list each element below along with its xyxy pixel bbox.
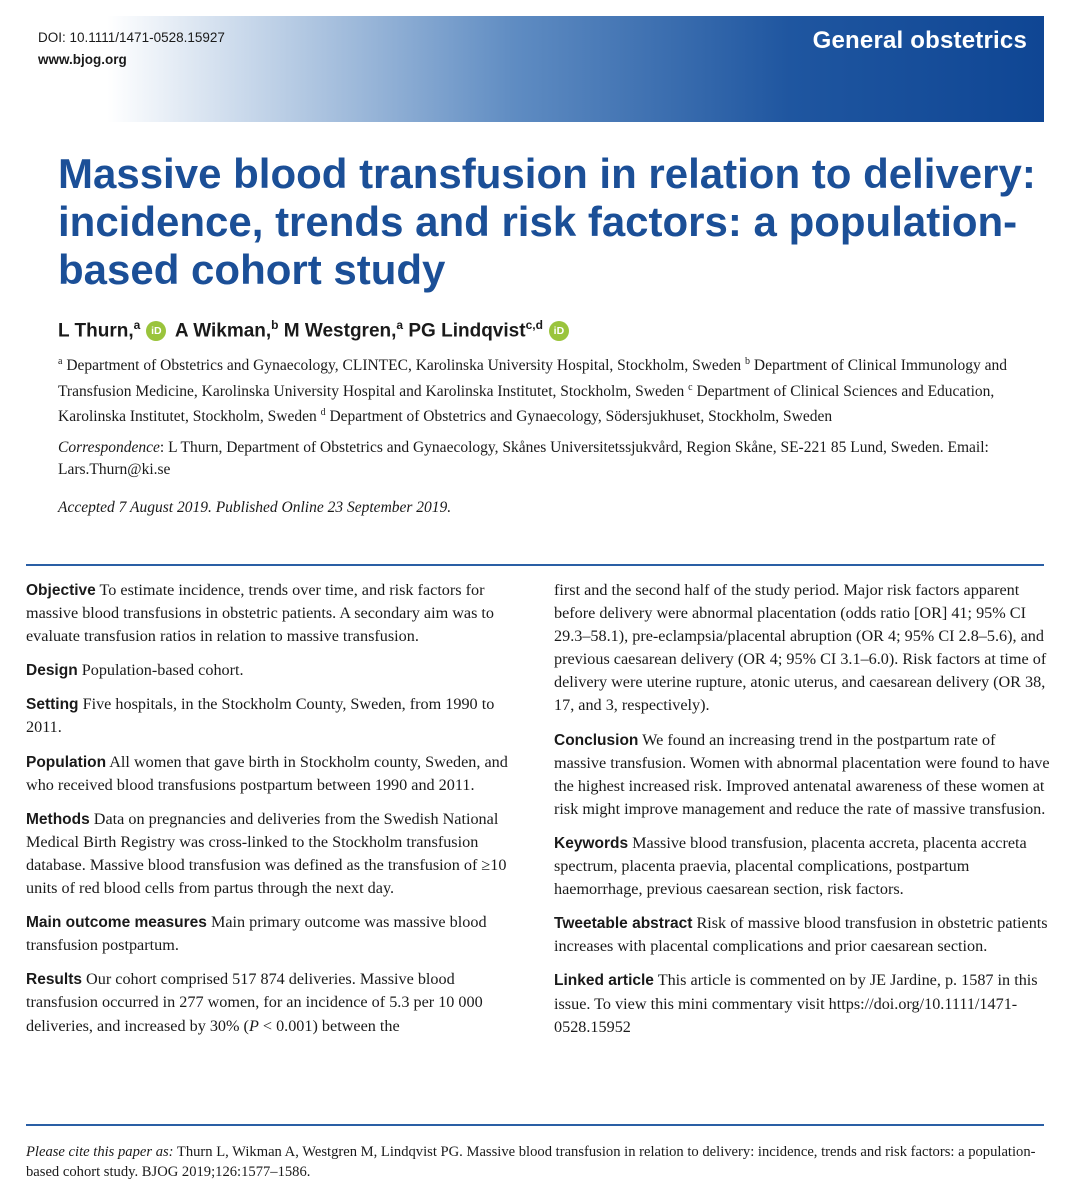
divider [26,1124,1044,1126]
doi[interactable]: DOI: 10.1111/1471-0528.15927 [38,30,225,45]
affiliation: Department of Clinical Sciences and Education, Karolinska Institutet, Stockholm, Sweden [58,382,995,426]
affiliation: Department of Obstetrics and Gynaecology, CLINTEC, Karolinska University Hospital, Stockholm, Sweden [66,357,742,375]
design-heading: Design [26,662,78,680]
abstract-right-column [554,579,1050,1050]
citation-label: Please cite this paper as: [26,1144,174,1160]
design-text: Population-based cohort. [77,661,244,680]
abstract-methods [26,808,508,900]
citation [26,1142,1044,1182]
author-name: PG Lindqvist [408,320,526,342]
affiliation-mark: c [688,381,693,393]
keywords-heading: Keywords [554,834,629,852]
p-value-symbol: P [248,1016,259,1035]
abstract-results-continued [554,579,1050,718]
abstract-tweetable [554,912,1050,958]
results-text: Our cohort comprised 517 874 deliveries. Massive blood transfusion occurred in 277 women, for an incidence of 5.3 per 10 000 deliveries, and increased by 30% ( [26,970,483,1035]
affiliations [58,351,1033,428]
orcid-icon[interactable]: iD [146,321,166,341]
abstract-left-column [26,579,508,1049]
main-outcome-heading: Main outcome measures [26,914,207,932]
results-heading: Results [26,971,82,989]
affiliation: Department of Obstetrics and Gynaecology, Södersjukhuset, Stockholm, Sweden [329,408,833,426]
abstract-population [26,751,508,797]
setting-text: Five hospitals, in the Stockholm County, Sweden, from 1990 to 2011. [26,695,495,737]
divider [26,564,1044,566]
methods-text: Data on pregnancies and deliveries from the Swedish National Medical Birth Registry was cross-linked to the Stockholm transfusion database. Massive blood transfusion was defined as the transfusion of ≥10 units of red blood cells from partus through the next day. [26,809,507,898]
linked-article-text[interactable]: This article is commented on by JE Jardine, p. 1587 in this issue. To view this mini commentary visit https://doi.org/10.1111/1471-0528.15952 [554,971,1038,1036]
setting-heading: Setting [26,696,79,714]
linked-article-heading: Linked article [554,972,654,990]
abstract-setting [26,693,508,739]
author-affiliation-mark: a [396,318,404,332]
methods-heading: Methods [26,810,90,828]
author-affiliation-mark: c,d [525,318,543,332]
affiliation-mark: b [745,356,751,367]
abstract-keywords [554,832,1050,901]
correspondence-label: Correspondence [58,439,160,456]
objective-heading: Objective [26,582,96,599]
abstract-main-outcome [26,911,508,957]
conclusion-text: We found an increasing trend in the postpartum rate of massive transfusion. Women with abnormal placentation were found to have the highest increased risk. Improved antenatal awareness of these women at risk might improve management and reduce the rate of massive transfusion. [554,730,1050,818]
section-label: General obstetrics [812,27,1027,54]
correspondence [58,437,1033,480]
affiliation-mark: d [320,407,326,419]
abstract-linked-article [554,969,1050,1038]
tweetable-heading: Tweetable abstract [554,915,693,933]
objective-text: To estimate incidence, trends over time, and risk factors for massive blood transfusions in obstetric patients. A secondary aim was to evaluate transfusion ratios in relation to massive transfusion. [26,581,495,646]
correspondence-text: : L Thurn, Department of Obstetrics and Gynaecology, Skånes Universitetssjukvård, Region Skåne, SE-221 85 Lund, Sweden. Email: Lars.Thurn@ki.se [58,439,989,478]
author-affiliation-mark: a [133,318,141,332]
orcid-icon[interactable]: iD [549,321,569,341]
abstract-results [26,968,508,1037]
abstract-design [26,659,508,682]
abstract-objective [26,579,508,648]
author-list [58,318,573,342]
results-text-cont: < 0.001) between the [258,1016,400,1035]
results-text-continued: first and the second half of the study period. Major risk factors apparent before delivery were abnormal placentation (odds ratio [OR] 41; 95% CI 29.3–58.1), pre-eclampsia/placental abruption (OR 4; 95% CI 2.8–5.6), and previous caesarean delivery (OR 4; 95% CI 3.1–6.0). Risk factors at time of delivery were uterine rupture, atonic uterus, and caesarean delivery (OR 38, 17, and 3, respectively). [554,581,1047,715]
author-name: L Thurn, [58,320,134,342]
affiliation-mark: a [58,356,63,367]
accepted-published-dates: Accepted 7 August 2019. Published Online 23 September 2019. [58,499,452,516]
author-name: M Westgren, [283,320,397,342]
author-name: A Wikman, [174,320,272,342]
journal-site-link[interactable]: www.bjog.org [38,52,127,67]
abstract-conclusion [554,729,1050,821]
citation-text: Thurn L, Wikman A, Westgren M, Lindqvist PG. Massive blood transfusion in relation to delivery: incidence, trends and risk factors: a population-based cohort study. BJOG 2019;126:1577–1586. [26,1144,1036,1180]
author-affiliation-mark: b [271,318,279,332]
keywords-text: Massive blood transfusion, placenta accreta, placenta accreta spectrum, placenta praevia, placental complications, postpartum haemorrhage, previous caesarean section, risk factors. [554,833,1027,899]
population-heading: Population [26,753,107,771]
population-text: All women that gave birth in Stockholm county, Sweden, and who received blood transfusions postpartum between 1990 and 2011. [26,752,508,794]
article-title: Massive blood transfusion in relation to delivery: incidence, trends and risk factors: a population-based cohort study [58,150,1036,293]
tweetable-text: Risk of massive blood transfusion in obstetric patients increases with placental complications and prior caesarean section. [554,914,1048,956]
main-outcome-text: Main primary outcome was massive blood transfusion postpartum. [26,913,487,955]
conclusion-heading: Conclusion [554,731,639,749]
affiliation: Department of Clinical Immunology and Transfusion Medicine, Karolinska University Hospital and Karolinska Institutet, Stockholm, Sweden [58,357,1008,400]
